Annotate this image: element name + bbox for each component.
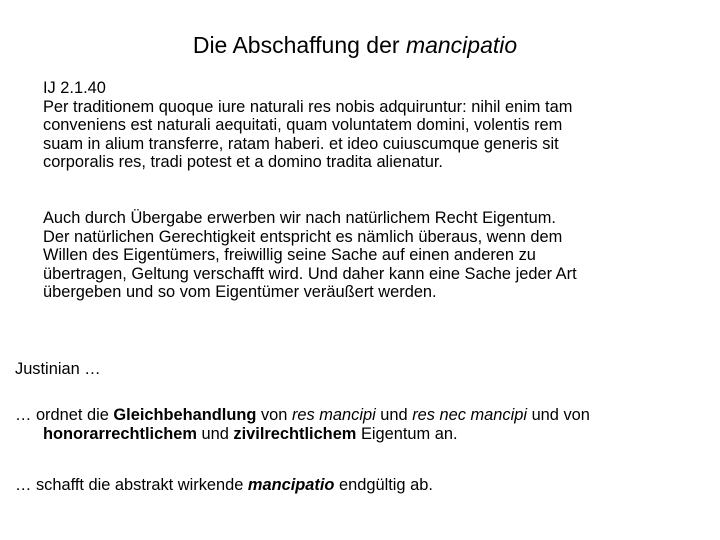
point-equal-treatment — [15, 406, 720, 443]
german-translation: Auch durch Übergabe erwerben wir nach natürlichem Recht Eigentum. Der natürlichen Gerechtigkeit entspricht es nämlich überaus, wenn dem Willen des Eigentümers, freiwillig seine Sache auf einen anderen zu übertragen, Geltung verschafft wird. Und daher kann eine Sache jeder Art übergeben und so vom Eigentümer veräußert werden. — [43, 209, 577, 301]
latin-quote-block — [43, 79, 713, 172]
justinian-heading: Justinian … — [15, 360, 101, 378]
point1-italic-res-mancipi: res mancipi — [291, 406, 376, 424]
point1-text: … ordnet die — [15, 406, 114, 424]
point2-text: … schafft die abstrakt wirkende — [15, 476, 248, 494]
source-reference: IJ 2.1.40 — [43, 79, 106, 97]
point1-text: und von — [527, 406, 590, 424]
point1-text: von — [256, 406, 292, 424]
german-translation-block — [43, 209, 713, 302]
point1-bold-honorarrechtlich: honorarrechtlichem — [43, 424, 197, 443]
point1-bold-gleichbehandlung: Gleichbehandlung — [113, 406, 257, 424]
point1-bold-zivilrechtlich: zivilrechtlichem — [233, 424, 357, 443]
point2-text: endgültig ab. — [334, 476, 433, 494]
title-emphasis: mancipatio — [405, 32, 518, 58]
slide-title — [0, 30, 710, 60]
point-abolish-mancipatio — [15, 476, 705, 495]
point1-text: Eigentum an. — [356, 424, 458, 443]
point1-text: und — [375, 406, 413, 424]
point1-italic-res-nec-mancipi: res nec mancipi — [412, 406, 528, 424]
latin-quote: Per traditionem quoque iure naturali res nobis adquiruntur: nihil enim tam conveniens est naturali aequitati, quam voluntatem domini, volentis rem suam in alium transferre, ratam haberi. et ideo cuiuscumque generis sit corporalis res, tradi potest et a domino tradita alienatur. — [43, 97, 573, 171]
point2-bold-italic-mancipatio: mancipatio — [247, 476, 335, 494]
point1-text: und — [196, 424, 234, 443]
title-text: Die Abschaffung der — [192, 32, 406, 58]
